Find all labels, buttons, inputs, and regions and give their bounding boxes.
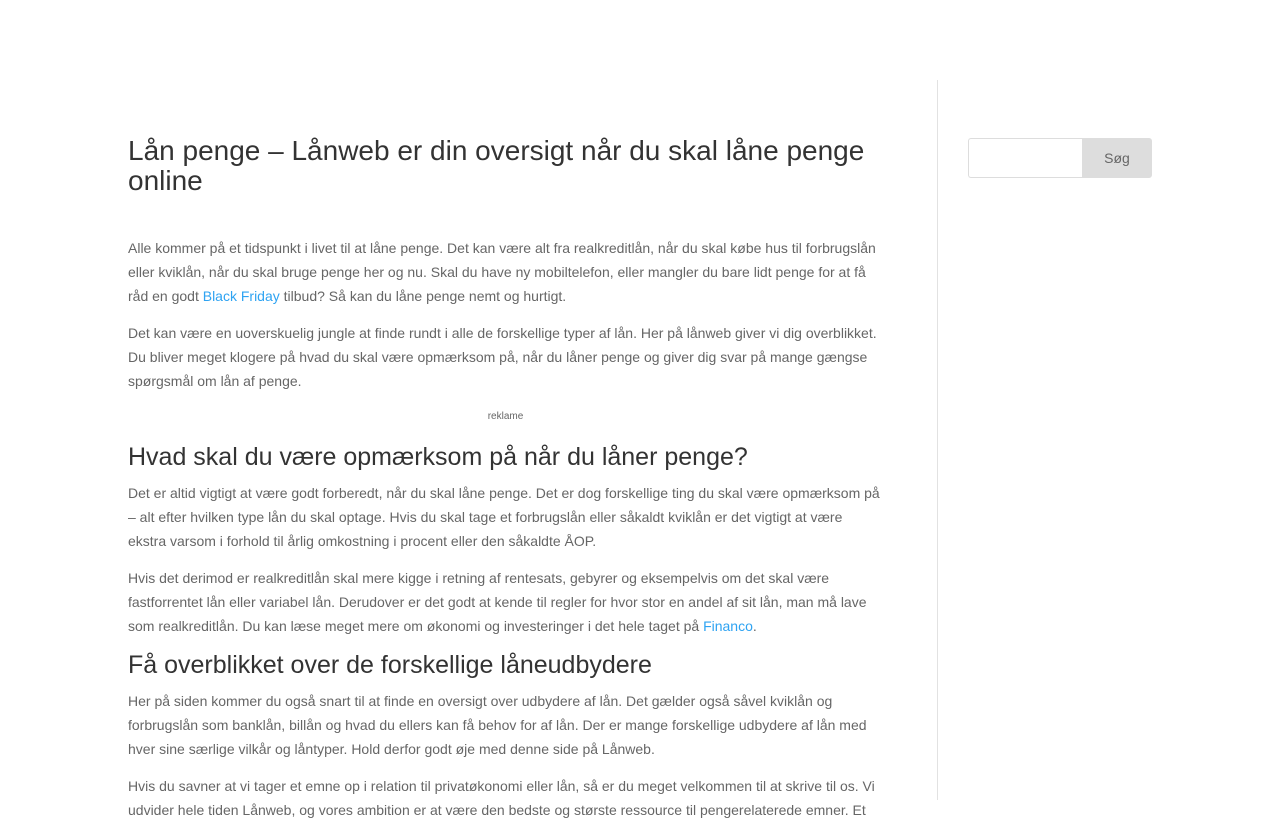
page-title: Lån penge – Lånweb er din oversigt når du skal låne penge online xyxy=(128,135,865,196)
financo-link[interactable]: Financo xyxy=(703,618,753,634)
section1-paragraph-1: Det er altid vigtigt at være godt forberedt, når du skal låne penge. Det er dog forskellige ting du skal være opmærksom på – alt efter hvilken type lån du skal optage. Hvis du skal tage et forbrugslån eller såkaldt kviklån er det vigtigt at være ekstra varsom i forhold til årlig omkostning i procent eller den såkaldte ÅOP. xyxy=(128,485,880,549)
section-heading-lenders: Få overblikket over de forskellige låneudbydere xyxy=(128,651,652,679)
section2-paragraph-1: Her på siden kommer du også snart til at finde en oversigt over udbydere af lån. Det gælder også såvel kviklån og forbrugslån som banklån, billån og hvad du ellers kan få behov for af lån. Der er mange forskellige udbydere af lån med hver sine særlige vilkår og låntyper. Hold derfor godt øje med denne side på Lånweb. xyxy=(128,693,867,757)
section2-paragraph-2: Hvis du savner at vi tager et emne op i relation til privatøkonomi eller lån, så er du meget velkommen til at skrive til os. Vi udvider hele tiden Lånweb, og vores ambition er at være den bedste og største ressource til pengerelaterede emner. Et xyxy=(128,778,875,818)
article-content xyxy=(128,136,883,835)
intro-paragraph-2: Det kan være en uoverskuelig jungle at finde rundt i alle de forskellige typer af lån. Her på lånweb giver vi dig overblikket. Du bliver meget klogere på hvad du skal være opmærksom på, når du låner penge og giver dig svar på mange gængse spørgsmål om lån af penge. xyxy=(128,325,877,389)
black-friday-link[interactable]: Black Friday xyxy=(202,288,280,304)
section1-paragraph-2: Hvis det derimod er realkreditlån skal mere kigge i retning af rentesats, gebyrer og eksempelvis om det skal være fastforrentet lån eller variabel lån. Derudover er det godt at kende til regler for hvor stor en andel af sit lån, man må lave som realkreditlån. Du kan læse meget mere om økonomi og investeringer i det hele taget på Financo. xyxy=(128,570,867,634)
sidebar-search xyxy=(968,138,1152,178)
sidebar-divider xyxy=(937,80,938,800)
ad-label: reklame xyxy=(487,411,524,422)
search-input[interactable] xyxy=(968,138,1082,178)
section-heading-awareness: Hvad skal du være opmærksom på når du låner penge? xyxy=(128,443,748,471)
intro-paragraph-1: Alle kommer på et tidspunkt i livet til at låne penge. Det kan være alt fra realkreditlån, når du skal købe hus til forbrugslån eller kviklån, når du skal bruge penge her og nu. Skal du have ny mobiltelefon, eller mangler du bare lidt penge for at få råd en godt Black Friday tilbud? Så kan du låne penge nemt og hurtigt. xyxy=(128,240,876,304)
search-button[interactable]: Søg xyxy=(1082,138,1152,178)
